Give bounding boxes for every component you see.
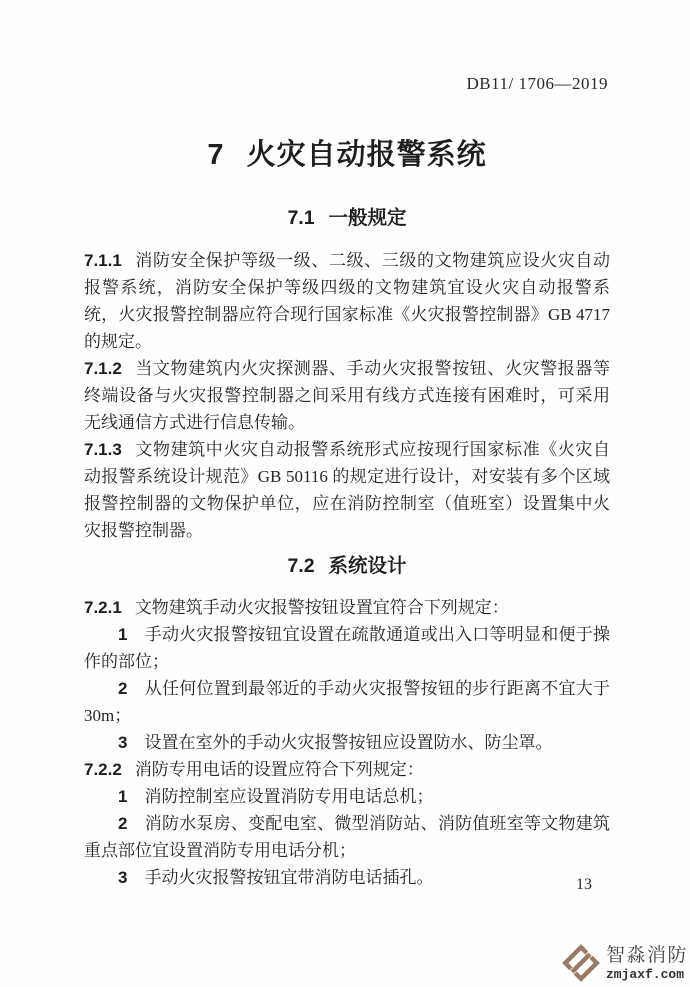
clause-7-1-1 bbox=[84, 247, 610, 355]
list-item bbox=[84, 783, 610, 810]
clause-number: 7.2.2 bbox=[84, 760, 122, 779]
list-item-text: 手动火灾报警按钮宜设置在疏散通道或出入口等明显和便于操作的部位； bbox=[84, 625, 610, 671]
list-item-text: 设置在室外的手动火灾报警按钮应设置防水、防尘罩。 bbox=[144, 733, 553, 752]
clause-text: 文物建筑手动火灾报警按钮设置宜符合下列规定： bbox=[134, 598, 509, 617]
clause-number: 7.2.1 bbox=[84, 598, 122, 617]
clause-number: 7.1.2 bbox=[84, 359, 122, 378]
section-number: 7.1 bbox=[287, 207, 315, 229]
clause-text: 当文物建筑内火灾探测器、手动火灾报警按钮、火灾警报器等终端设备与火灾报警控制器之间采用有线方式连接有困难时，可采用无线通信方式进行信息传输。 bbox=[84, 359, 610, 432]
list-item bbox=[84, 621, 610, 675]
chapter-number: 7 bbox=[207, 139, 225, 171]
list-item-number: 3 bbox=[118, 868, 128, 887]
list-item bbox=[84, 810, 610, 864]
list-item-number: 2 bbox=[118, 814, 128, 833]
list-item bbox=[84, 729, 610, 756]
section-title-text: 一般规定 bbox=[328, 207, 407, 229]
clause-text: 文物建筑中火灾自动报警系统形式应按现行国家标准《火灾自动报警系统设计规范》GB 50116 的规定进行设计，对安装有多个区域报警控制器的文物保护单位，应在消防控制室（值班室）设置集中火灾报警控制器。 bbox=[84, 440, 610, 540]
page-number: 13 bbox=[576, 876, 592, 893]
list-item-number: 2 bbox=[118, 679, 128, 698]
clause-text: 消防安全保护等级一级、二级、三级的文物建筑应设火灾自动报警系统，消防安全保护等级四级的文物建筑宜设火灾自动报警系统，火灾报警控制器应符合现行国家标准《火灾报警控制器》GB 4717 的规定。 bbox=[84, 251, 610, 351]
clause-text: 消防专用电话的设置应符合下列规定： bbox=[134, 760, 424, 779]
clause-7-2-2 bbox=[84, 756, 610, 783]
section-number: 7.2 bbox=[287, 555, 315, 577]
section-heading-7-1 bbox=[84, 205, 610, 231]
chapter-title bbox=[84, 138, 610, 172]
chapter-title-text: 火灾自动报警系统 bbox=[246, 139, 487, 171]
watermark-brand: 智淼消防 bbox=[605, 944, 688, 966]
watermark-text bbox=[606, 946, 688, 981]
list-item-text: 手动火灾报警按钮宜带消防电话插孔。 bbox=[144, 868, 434, 887]
clause-7-2-1 bbox=[84, 594, 610, 621]
clause-number: 7.1.1 bbox=[84, 251, 122, 270]
list-item bbox=[84, 675, 610, 729]
list-item-number: 1 bbox=[118, 625, 128, 644]
zhimiao-logo-icon bbox=[560, 942, 602, 984]
watermark bbox=[560, 942, 688, 984]
section-title-text: 系统设计 bbox=[328, 555, 407, 577]
section-heading-7-2 bbox=[84, 553, 610, 579]
clause-7-1-3 bbox=[84, 436, 610, 544]
list-item-number: 3 bbox=[118, 733, 128, 752]
list-item-text: 消防水泵房、变配电室、微型消防站、消防值班室等文物建筑重点部位宜设置消防专用电话分机； bbox=[84, 814, 610, 860]
clause-number: 7.1.3 bbox=[84, 440, 122, 459]
clause-7-1-2 bbox=[84, 355, 610, 436]
list-item bbox=[84, 864, 610, 891]
list-item-text: 从任何位置到最邻近的手动火灾报警按钮的步行距离不宜大于30m； bbox=[84, 679, 610, 725]
list-item-text: 消防控制室应设置消防专用电话总机； bbox=[144, 787, 434, 806]
watermark-domain: zmjaxf.com bbox=[605, 966, 684, 982]
list-item-number: 1 bbox=[118, 787, 128, 806]
doc-number: DB11/ 1706—2019 bbox=[466, 74, 608, 93]
